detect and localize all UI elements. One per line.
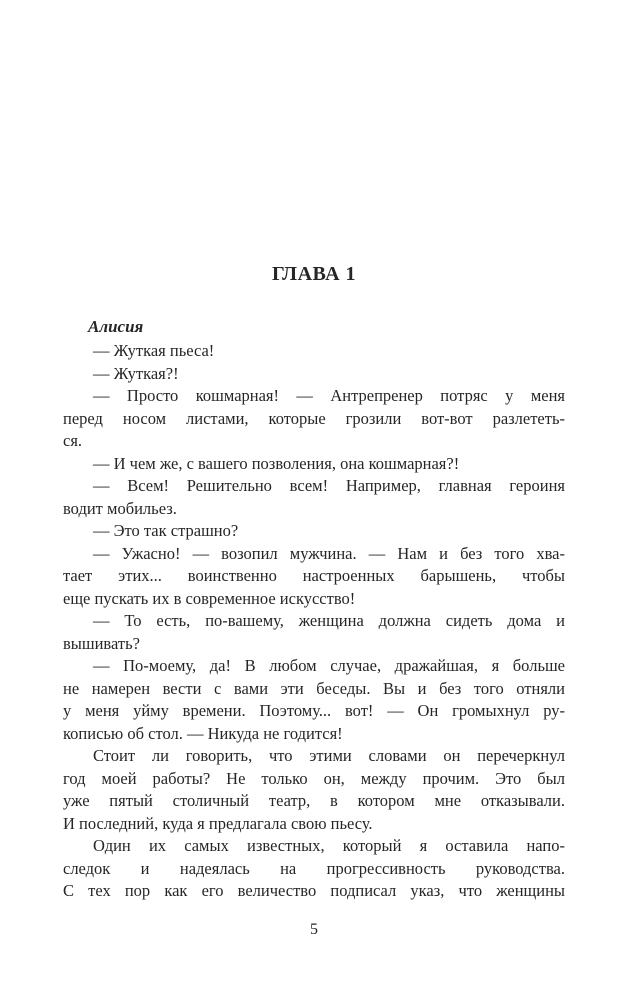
- text-line: уже пятый столичный театр, в котором мне отказывали.: [63, 791, 565, 810]
- chapter-title: ГЛАВА 1: [271, 263, 357, 285]
- text-line: Один их самых известных, который я оставила напо-: [93, 836, 565, 855]
- text-line: не намерен вести с вами эти беседы. Вы и без того отняли: [63, 678, 565, 698]
- text-line: год моей работы? Не только он, между прочим. Это был: [63, 768, 565, 788]
- paragraph: [63, 655, 565, 745]
- paragraph: [63, 340, 565, 363]
- text-line: — Всем! Решительно всем! Например, главная героиня: [93, 476, 565, 495]
- text-line: С тех пор как его величество подписал указ, что женщины: [63, 881, 565, 900]
- page-content: [63, 263, 565, 940]
- text-line: кописью об стол. — Никуда не годится!: [63, 723, 343, 743]
- text-line: вышивать?: [63, 633, 140, 653]
- text-line: тает этих... воинственно настроенных барышень, чтобы: [63, 566, 565, 585]
- text-line: еще пускать их в современное искусство!: [63, 588, 356, 608]
- page-number: 5: [310, 920, 318, 938]
- paragraph: [63, 610, 565, 655]
- text-line: — Жуткая?!: [93, 363, 179, 383]
- text-line: следок и надеялась на прогрессивность руководства.: [63, 858, 565, 878]
- text-line: — И чем же, с вашего позволения, она кошмарная?!: [93, 453, 460, 473]
- text-line: — Жуткая пьеса!: [93, 341, 215, 360]
- paragraph: [63, 520, 565, 543]
- paragraph: [63, 745, 565, 835]
- text-line: водит мобильез.: [63, 498, 177, 518]
- section-heading: Алисия: [88, 317, 144, 336]
- text-line: — То есть, по-вашему, женщина должна сидеть дома и: [93, 611, 565, 630]
- text-line: перед носом листами, которые грозили вот-вот разлететь-: [63, 408, 565, 428]
- text-line: ся.: [63, 431, 83, 450]
- text-line: — По-моему, да! В любом случае, дражайшая, я больше: [93, 656, 565, 675]
- text-line: И последний, куда я предлагала свою пьесу.: [63, 813, 373, 833]
- text-line: Стоит ли говорить, что этими словами он перечеркнул: [93, 746, 565, 765]
- paragraph: [63, 835, 565, 903]
- text-line: — Это так страшно?: [93, 521, 239, 540]
- paragraph: [63, 385, 565, 453]
- paragraph: [63, 363, 565, 386]
- paragraph: [63, 453, 565, 476]
- paragraph: [63, 475, 565, 520]
- text-line: у меня уйму времени. Поэтому... вот! — Он громыхнул ру-: [63, 701, 565, 720]
- paragraphs: [63, 340, 565, 903]
- text-line: — Просто кошмарная! — Антрепренер потряс у меня: [93, 386, 565, 405]
- text-line: — Ужасно! — возопил мужчина. — Нам и без того хва-: [93, 543, 565, 563]
- paragraph: [63, 543, 565, 611]
